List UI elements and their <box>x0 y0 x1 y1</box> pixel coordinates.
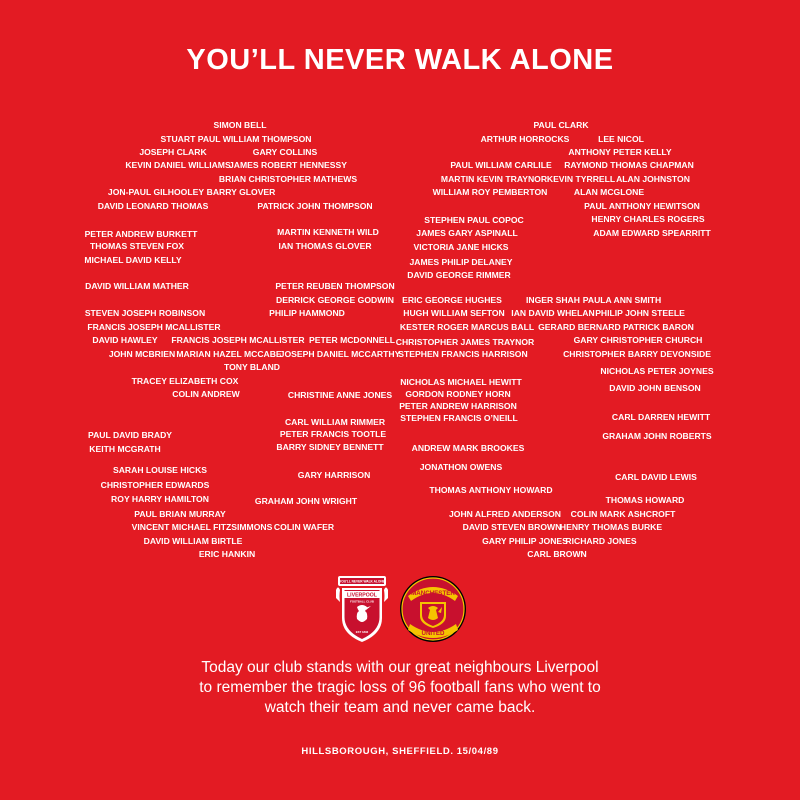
memorial-name: LEE NICOL <box>598 134 644 144</box>
memorial-name: TONY BLAND <box>223 362 281 372</box>
memorial-name: PETER FRANCIS TOOTLE <box>279 429 387 439</box>
memorial-name: DAVID WILLIAM BIRTLE <box>143 536 243 546</box>
memorial-name: PAUL CLARK <box>533 120 589 130</box>
manutd-crest-icon <box>398 574 468 644</box>
message-line: Today our club stands with our great neighbours Liverpool <box>201 659 599 676</box>
memorial-name: CHRISTOPHER BARRY DEVONSIDE <box>563 349 711 359</box>
memorial-name: MARTIN KEVIN TRAYNOR <box>440 174 548 184</box>
memorial-name: DAVID STEVEN BROWN <box>462 522 562 532</box>
memorial-name: CHRISTOPHER EDWARDS <box>100 480 210 490</box>
memorial-name: FRANCIS JOSEPH MCALLISTER <box>171 335 305 345</box>
memorial-name: MARIAN HAZEL MCCABE <box>176 349 282 359</box>
memorial-name: CHRISTINE ANNE JONES <box>287 390 393 400</box>
memorial-name: WILLIAM ROY PEMBERTON <box>432 187 548 197</box>
memorial-name: ALAN MCGLONE <box>573 187 645 197</box>
tribute-message <box>0 658 800 718</box>
liverpool-year: EST 1892 <box>355 630 369 634</box>
memorial-name: ANDREW MARK BROOKES <box>411 443 525 453</box>
memorial-name: PAULA ANN SMITH <box>582 295 662 305</box>
memorial-name: JAMES PHILIP DELANEY <box>409 257 513 267</box>
memorial-name: GORDON RODNEY HORN <box>405 389 511 399</box>
memorial-name: PHILIP JOHN STEELE <box>595 308 685 318</box>
memorial-name: VICTORIA JANE HICKS <box>413 242 509 252</box>
memorial-name: IAN THOMAS GLOVER <box>278 241 372 251</box>
memorial-name: SIMON BELL <box>213 120 267 130</box>
memorial-name: ANTHONY PETER KELLY <box>568 147 672 157</box>
memorial-name: KEVIN DANIEL WILLIAMS <box>125 160 231 170</box>
memorial-name: JON-PAUL GILHOOLEY <box>107 187 205 197</box>
club-crests <box>332 574 472 646</box>
memorial-name: KEVIN TYRRELL <box>546 174 616 184</box>
memorial-name: GARY HARRISON <box>297 470 371 480</box>
memorial-name: KEITH MCGRATH <box>89 444 161 454</box>
memorial-name: ERIC GEORGE HUGHES <box>402 295 502 305</box>
memorial-name: IAN DAVID WHELAN <box>511 308 595 318</box>
memorial-name: DAVID LEONARD THOMAS <box>97 201 209 211</box>
memorial-name: HENRY THOMAS BURKE <box>559 522 663 532</box>
memorial-name: THOMAS STEVEN FOX <box>89 241 185 251</box>
liverpool-sub: FOOTBALL CLUB <box>350 599 374 604</box>
page-title: YOU’LL NEVER WALK ALONE <box>186 44 614 76</box>
memorial-name: HENRY CHARLES ROGERS <box>591 214 705 224</box>
memorial-name: CARL BROWN <box>527 549 587 559</box>
memorial-name: PETER ANDREW HARRISON <box>399 401 517 411</box>
memorial-name: VINCENT MICHAEL FITZSIMMONS <box>131 522 273 532</box>
memorial-name: STEVEN JOSEPH ROBINSON <box>84 308 206 318</box>
memorial-name: INGER SHAH <box>526 295 580 305</box>
memorial-name: GRAHAM JOHN ROBERTS <box>602 431 712 441</box>
memorial-name: CHRISTOPHER JAMES TRAYNOR <box>395 337 535 347</box>
memorial-name: STEPHEN FRANCIS O’NEILL <box>400 413 518 423</box>
memorial-name: JAMES ROBERT HENNESSY <box>229 160 347 170</box>
memorial-name: STEPHEN FRANCIS HARRISON <box>398 349 528 359</box>
memorial-name: COLIN ANDREW <box>172 389 240 399</box>
memorial-name: PETER MCDONNELL <box>309 335 395 345</box>
memorial-name: ADAM EDWARD SPEARRITT <box>593 228 711 238</box>
message-line: watch their team and never came back. <box>264 699 536 716</box>
memorial-name: STEPHEN PAUL COPOC <box>424 215 524 225</box>
memorial-name: FRANCIS JOSEPH MCALLISTER <box>87 322 221 332</box>
memorial-name: MICHAEL DAVID KELLY <box>84 255 182 265</box>
memorial-name: PAUL ANTHONY HEWITSON <box>584 201 700 211</box>
footer-location-date: HILLSBOROUGH, SHEFFIELD. 15/04/89 <box>301 746 499 757</box>
manutd-bottom: UNITED <box>421 630 445 637</box>
memorial-name: JOSEPH CLARK <box>139 147 207 157</box>
memorial-name: CARL WILLIAM RIMMER <box>284 417 386 427</box>
memorial-name: GERARD BERNARD PATRICK BARON <box>538 322 694 332</box>
memorial-name: KESTER ROGER MARCUS BALL <box>399 322 535 332</box>
memorial-name: NICHOLAS PETER JOYNES <box>600 366 714 376</box>
message-line: to remember the tragic loss of 96 football fans who went to <box>199 679 601 696</box>
memorial-name: THOMAS HOWARD <box>605 495 685 505</box>
memorial-name: MARTIN KENNETH WILD <box>277 227 379 237</box>
memorial-name: ARTHUR HORROCKS <box>480 134 570 144</box>
memorial-name: RAYMOND THOMAS CHAPMAN <box>564 160 694 170</box>
memorial-name: ERIC HANKIN <box>198 549 256 559</box>
memorial-name: BARRY GLOVER <box>206 187 276 197</box>
liverpool-crest-icon <box>332 574 392 646</box>
memorial-name: BARRY SIDNEY BENNETT <box>276 442 384 452</box>
memorial-name: STUART PAUL WILLIAM THOMPSON <box>160 134 312 144</box>
liverpool-motto: YOU'LL NEVER WALK ALONE <box>339 579 385 584</box>
memorial-name: PETER ANDREW BURKETT <box>84 229 198 239</box>
memorial-name: GRAHAM JOHN WRIGHT <box>254 496 358 506</box>
memorial-name: PAUL DAVID BRADY <box>87 430 173 440</box>
memorial-name: COLIN MARK ASHCROFT <box>570 509 676 519</box>
memorial-name: SARAH LOUISE HICKS <box>112 465 208 475</box>
liverpool-name: LIVERPOOL <box>347 592 377 599</box>
memorial-name: PHILIP HAMMOND <box>269 308 345 318</box>
memorial-name: GARY CHRISTOPHER CHURCH <box>573 335 703 345</box>
memorial-name: GARY PHILIP JONES <box>482 536 568 546</box>
memorial-name: NICHOLAS MICHAEL HEWITT <box>400 377 522 387</box>
memorial-name: DAVID GEORGE RIMMER <box>407 270 511 280</box>
memorial-name: PATRICK JOHN THOMPSON <box>257 201 373 211</box>
memorial-name: JOHN ALFRED ANDERSON <box>448 509 562 519</box>
memorial-name: BRIAN CHRISTOPHER MATHEWS <box>218 174 358 184</box>
memorial-name: ROY HARRY HAMILTON <box>111 494 209 504</box>
memorial-name: RICHARD JONES <box>565 536 637 546</box>
memorial-name: DERRICK GEORGE GODWIN <box>276 295 394 305</box>
memorial-name: JONATHON OWENS <box>419 462 503 472</box>
memorial-name: HUGH WILLIAM SEFTON <box>403 308 505 318</box>
memorial-name: PETER REUBEN THOMPSON <box>275 281 395 291</box>
memorial-name: DAVID JOHN BENSON <box>609 383 701 393</box>
memorial-name: JOSEPH DANIEL MCCARTHY <box>279 349 401 359</box>
memorial-name: JAMES GARY ASPINALL <box>416 228 518 238</box>
memorial-name: ALAN JOHNSTON <box>616 174 690 184</box>
memorial-name: CARL DAVID LEWIS <box>615 472 697 482</box>
memorial-name: THOMAS ANTHONY HOWARD <box>429 485 553 495</box>
memorial-name: JOHN MCBRIEN <box>108 349 176 359</box>
memorial-name: TRACEY ELIZABETH COX <box>131 376 239 386</box>
memorial-name: DAVID HAWLEY <box>92 335 158 345</box>
memorial-name: GARY COLLINS <box>252 147 318 157</box>
manutd-top: MANCHESTER <box>411 590 455 597</box>
memorial-name: PAUL WILLIAM CARLILE <box>450 160 552 170</box>
memorial-name: DAVID WILLIAM MATHER <box>85 281 189 291</box>
memorial-name: COLIN WAFER <box>273 522 335 532</box>
memorial-name: PAUL BRIAN MURRAY <box>134 509 226 519</box>
memorial-name: CARL DARREN HEWITT <box>611 412 711 422</box>
